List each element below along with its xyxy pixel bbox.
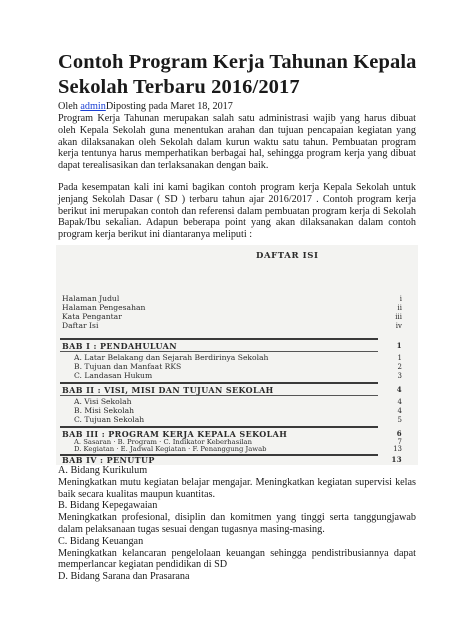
toc-line: C. Landasan Hukum 3 (74, 371, 402, 380)
toc-line: D. Kegiatan · E. Jadwal Kegiatan · F. Penanggung Jawab 13 (74, 445, 402, 453)
toc-line: B. Tujuan dan Manfaat RKS 2 (74, 362, 402, 371)
toc-line: A. Sasaran · B. Program · C. Indikator Keberhasilan 7 (74, 438, 402, 446)
context-paragraph: Pada kesempatan kali ini kami bagikan contoh program kerja Kepala Sekolah untuk jenjang Sekolah Dasar ( SD ) terbaru tahun ajar 2016/2017 . Contoh program kerja berikut ini merupakan contoh dan referensi dalam pembuatan program kerja di Sekolah Bapak/Ibu sekalian. Adapun beberapa point yang akan dilaksanakan dalam contoh program kerja berikut ini diantaranya meliputi : (58, 182, 416, 241)
point-heading: A. Bidang Kurikulum (58, 465, 148, 476)
toc-chapter: BAB IV : PENUTUP 13 (62, 455, 402, 465)
program-points (58, 465, 416, 583)
toc-chapter: BAB II : VISI, MISI DAN TUJUAN SEKOLAH 4 (62, 385, 402, 395)
toc-chapter: BAB I : PENDAHULUAN 1 (62, 341, 402, 351)
toc-rule (60, 338, 378, 340)
author-link[interactable]: admin (80, 101, 106, 112)
point-heading: C. Bidang Keuangan (58, 535, 144, 547)
toc-line: A. Visi Sekolah 4 (74, 397, 402, 406)
point-text: Meningkatkan mutu kegiatan belajar mengajar. Meningkatkan kegiatan supervisi kelas baik secara kualitas maupun kuantitas. (58, 476, 416, 500)
toc-line: C. Tujuan Sekolah 5 (74, 415, 402, 424)
toc-line: Daftar Isi iv (62, 321, 402, 330)
daftar-isi-title: DAFTAR ISI (256, 251, 319, 261)
toc-rule (60, 351, 378, 352)
toc-rule (60, 426, 378, 428)
toc-line: Halaman Judul i (62, 294, 402, 303)
toc-rule (60, 382, 378, 384)
point-heading: B. Bidang Kepegawaian (58, 500, 158, 512)
toc-line: Halaman Pengesahan ii (62, 303, 402, 312)
article-title: Contoh Program Kerja Tahunan Kepala Sekolah Terbaru 2016/2017 (58, 51, 417, 98)
toc-line: A. Latar Belakang dan Sejarah Berdirinya Sekolah 1 (74, 353, 402, 362)
intro-paragraph: Program Kerja Tahunan merupakan salah satu administrasi wajib yang harus dibuat oleh Kepala Sekolah guna menentukan arahan dan tujuan pencapaian kegiatan yang akan dilaksanakan oleh Sekolah dalam kurun waktu satu tahun. Pembuatan program kerja tentunya harus memperhatikan berbagai hal, sehingga program kerja yang dibuat dapat terealisasikan dan terlaksanakan dengan baik. (58, 113, 416, 172)
post-date: Diposting pada Maret 18, 2017 (105, 101, 233, 112)
byline-prefix: Oleh (58, 101, 81, 112)
point-heading: D. Bidang Sarana dan Prasarana (58, 571, 190, 583)
daftar-isi-scan (56, 245, 418, 465)
byline (58, 101, 438, 113)
point-text: Meningkatkan profesional, disiplin dan komitmen yang tinggi serta tanggungjawab dalam pelaksanaan tugas sesuai dengan tugasnya masing-masing. (58, 512, 416, 535)
toc-rule (60, 395, 378, 396)
point-text: Meningkatkan kelancaran pengelolaan keuangan sehingga pendistribusiannya dapat memperlancar kegiatan pendidikan di SD (58, 547, 416, 571)
toc-line: B. Misi Sekolah 4 (74, 406, 402, 415)
toc-chapter: BAB III : PROGRAM KERJA KEPALA SEKOLAH 6 (62, 429, 402, 439)
toc-line: Kata Pengantar iii (62, 312, 402, 321)
